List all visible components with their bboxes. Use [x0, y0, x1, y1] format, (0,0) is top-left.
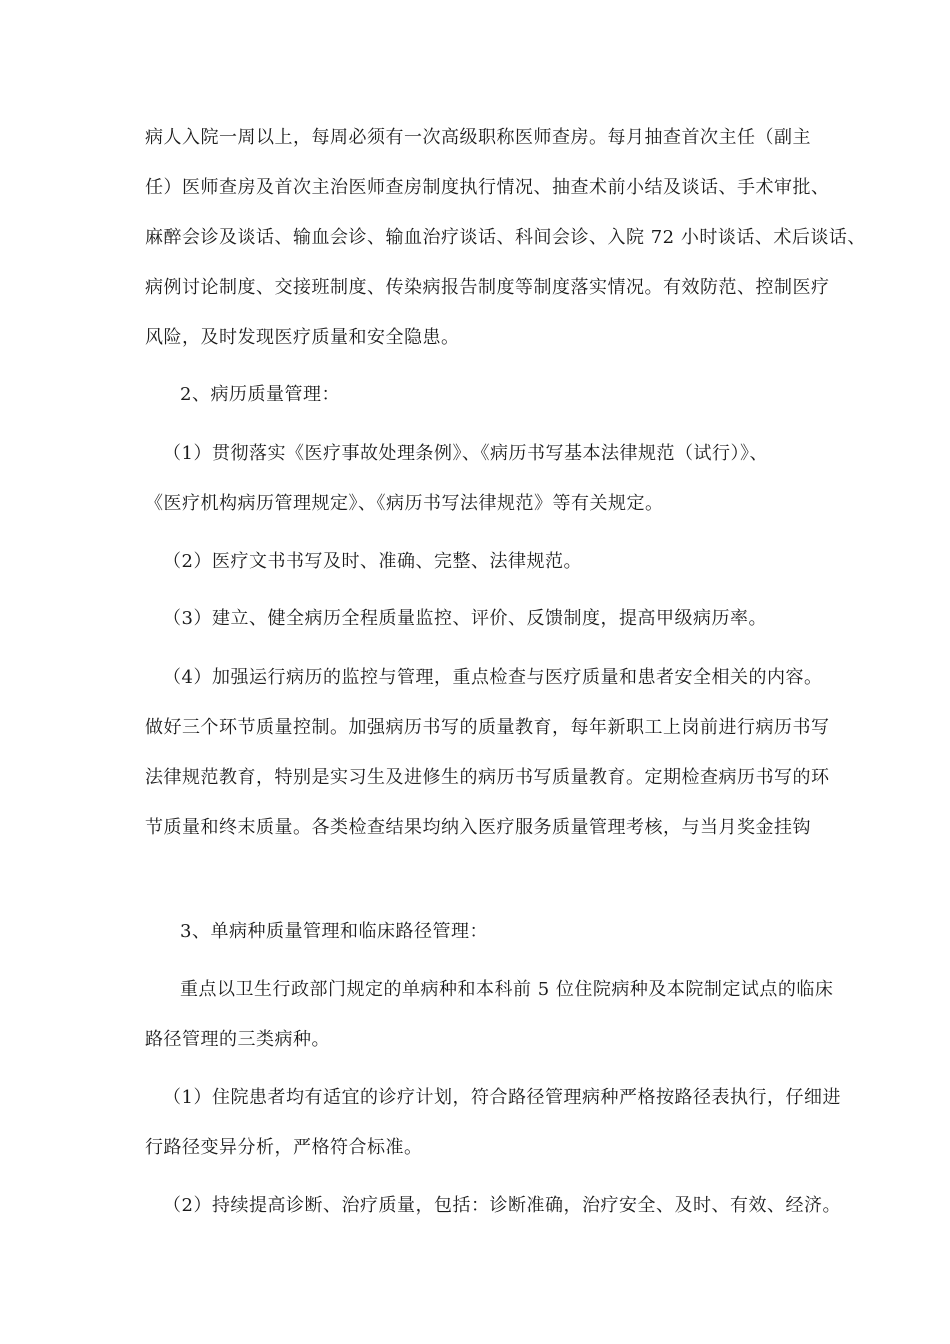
- paragraph-line: 麻醉会诊及谈话、输血会诊、输血治疗谈话、科间会诊、入院 72 小时谈话、术后谈话、: [145, 227, 866, 248]
- paragraph-line: 《医疗机构病历管理规定》、《病历书写法律规范》等有关规定。: [145, 493, 664, 514]
- paragraph-line: 法律规范教育，特别是实习生及进修生的病历书写质量教育。定期检查病历书写的环: [145, 767, 830, 788]
- paragraph-line: 路径管理的三类病种。: [145, 1029, 330, 1050]
- paragraph-line: 行路径变异分析，严格符合标准。: [145, 1137, 423, 1158]
- section-heading: 3、单病种质量管理和临床路径管理：: [180, 921, 488, 942]
- paragraph-line: 任）医师查房及首次主治医师查房制度执行情况、抽查术前小结及谈话、手术审批、: [145, 177, 830, 198]
- paragraph-line: （1）贯彻落实《医疗事故处理条例》、《病历书写基本法律规范（试行）》、: [163, 443, 768, 464]
- paragraph-line: 重点以卫生行政部门规定的单病种和本科前 5 位住院病种及本院制定试点的临床: [180, 979, 834, 1000]
- paragraph-line: （2）医疗文书书写及时、准确、完整、法律规范。: [163, 551, 582, 572]
- paragraph-line: （3）建立、健全病历全程质量监控、评价、反馈制度，提高甲级病历率。: [163, 608, 767, 629]
- paragraph-line: 节质量和终末质量。各类检查结果均纳入医疗服务质量管理考核，与当月奖金挂钩: [145, 817, 811, 838]
- paragraph-line: 病人入院一周以上，每周必须有一次高级职称医师查房。每月抽查首次主任（副主: [145, 127, 811, 148]
- paragraph-line: 病例讨论制度、交接班制度、传染病报告制度等制度落实情况。有效防范、控制医疗: [145, 277, 830, 298]
- paragraph-line: （2）持续提高诊断、治疗质量，包括：诊断准确，治疗安全、及时、有效、经济。: [163, 1195, 841, 1216]
- section-heading: 2、病历质量管理：: [180, 384, 340, 405]
- paragraph-line: （1）住院患者均有适宜的诊疗计划，符合路径管理病种严格按路径表执行，仔细进: [163, 1087, 841, 1108]
- paragraph-line: 做好三个环节质量控制。加强病历书写的质量教育，每年新职工上岗前进行病历书写: [145, 717, 830, 738]
- paragraph-line: （4）加强运行病历的监控与管理，重点检查与医疗质量和患者安全相关的内容。: [163, 667, 823, 688]
- paragraph-line: 风险，及时发现医疗质量和安全隐患。: [145, 327, 460, 348]
